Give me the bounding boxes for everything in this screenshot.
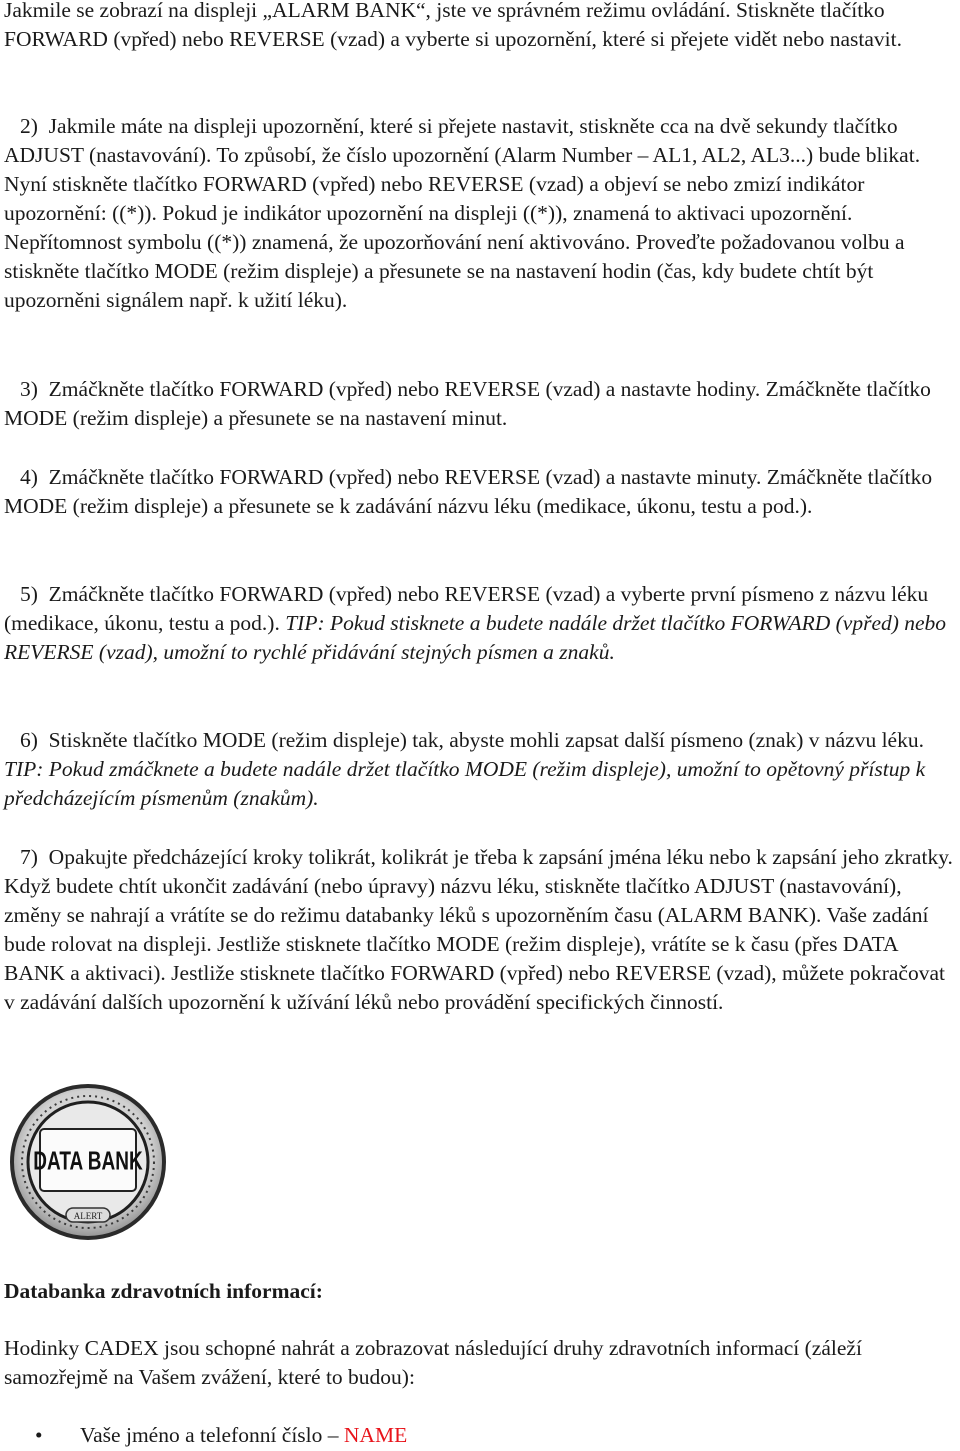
list-item-label: Vaše jméno a telefonní číslo – [80, 1423, 344, 1447]
step-number: 2) [20, 114, 38, 138]
list-item-text [80, 1421, 407, 1450]
step-7 [4, 843, 954, 1017]
watch-screen-text: DATA BANK [33, 1147, 143, 1176]
step-tip: TIP: Pokud stisknete a budete nadále držet tlačítko FORWARD (vpřed) nebo REVERSE (vzad), umožní to rychlé přidávání stejných písmen a znaků. [4, 611, 947, 664]
section-heading: Databanka zdravotních informací: [4, 1279, 323, 1303]
step-6 [4, 726, 954, 813]
step-text: Zmáčkněte tlačítko FORWARD (vpřed) nebo REVERSE (vzad) a vyberte první písmeno z názvu léku (medikace, úkonu, testu a pod.). [4, 582, 929, 635]
watch-bezel-label: ALERT [73, 1211, 103, 1221]
intro-paragraph: Jakmile se zobrazí na displeji „ALARM BANK“, jste ve správném režimu ovládání. Stiskněte tlačítko FORWARD (vpřed) nebo REVERSE (vzad) a vyberte si upozornění, které si přejete vidět nebo nastavit. [4, 0, 902, 51]
step-tip: TIP: Pokud zmáčknete a budete nadále držet tlačítko MODE (režim displeje), umožní to opětovný přístup k předcházejícím písmenům (znakům). [4, 757, 926, 810]
step-text: Jakmile máte na displeji upozornění, které si přejete nastavit, stiskněte cca na dvě sekundy tlačítko ADJUST (nastavování). To způsobí, že číslo upozornění (Alarm Number – AL1, AL2, AL3...) bude blikat. Nyní stiskněte tlačítko FORWARD (vpřed) nebo REVERSE (vzad) a objeví se nebo zmizí indikátor upozornění: ((*)). Pokud je indikátor upozornění na displeji ((*)), znamená to aktivaci upozornění. Nepřítomnost symbolu ((*)) znamená, že upozorňování není aktivováno. Proveďte požadovanou volbu a stiskněte tlačítko MODE (režim displeje) a přesunete se na nastavení hodin (čas, kdy budete chtít být upozorněni signálem např. k užití léku). [4, 114, 921, 312]
step-text: Opakujte předcházející kroky tolikrát, kolikrát je třeba k zapsání jména léku nebo k zapsání jeho zkratky. Když budete chtít ukončit zadávání (nebo úpravy) názvu léku, stiskněte tlačítko ADJUST (nastavování), změny se nahrají a vrátíte se do režimu databanky léků s upozorněním času (ALARM BANK). Vaše zadání bude rolovat na displeji. Jestliže stisknete tlačítko MODE (režim displeje), vrátíte se k času (přes DATA BANK a aktivaci). Jestliže stisknete tlačítko FORWARD (vpřed) nebo REVERSE (vzad), můžete pokračovat v zadávání dalších upozornění k užívání léků nebo provádění specifických činností. [4, 845, 953, 1014]
step-4 [4, 463, 954, 521]
step-text: Stiskněte tlačítko MODE (režim displeje) tak, abyste mohli zapsat další písmeno (znak) v názvu léku. [48, 728, 924, 752]
step-2 [4, 112, 954, 315]
step-number: 7) [20, 845, 38, 869]
bullet-dot: • [35, 1423, 43, 1447]
list-item-code: NAME [343, 1423, 408, 1447]
step-number: 3) [20, 377, 38, 401]
section-intro: Hodinky CADEX jsou schopné nahrát a zobrazovat následující druhy zdravotních informací (záleží samozřejmě na Vašem zvážení, které to budou): [4, 1336, 862, 1389]
step-3 [4, 375, 954, 433]
watch-display-illustration [8, 1082, 168, 1242]
step-number: 6) [20, 728, 38, 752]
step-text: Zmáčkněte tlačítko FORWARD (vpřed) nebo REVERSE (vzad) a nastavte minuty. Zmáčkněte tlačítko MODE (režim displeje) a přesunete se k zadávání názvu léku (medikace, úkonu, testu a pod.). [4, 465, 933, 518]
step-number: 4) [20, 465, 38, 489]
step-number: 5) [20, 582, 38, 606]
step-5 [4, 580, 954, 667]
step-text: Zmáčkněte tlačítko FORWARD (vpřed) nebo REVERSE (vzad) a nastavte hodiny. Zmáčkněte tlačítko MODE (režim displeje) a přesunete se na nastavení minut. [4, 377, 931, 430]
